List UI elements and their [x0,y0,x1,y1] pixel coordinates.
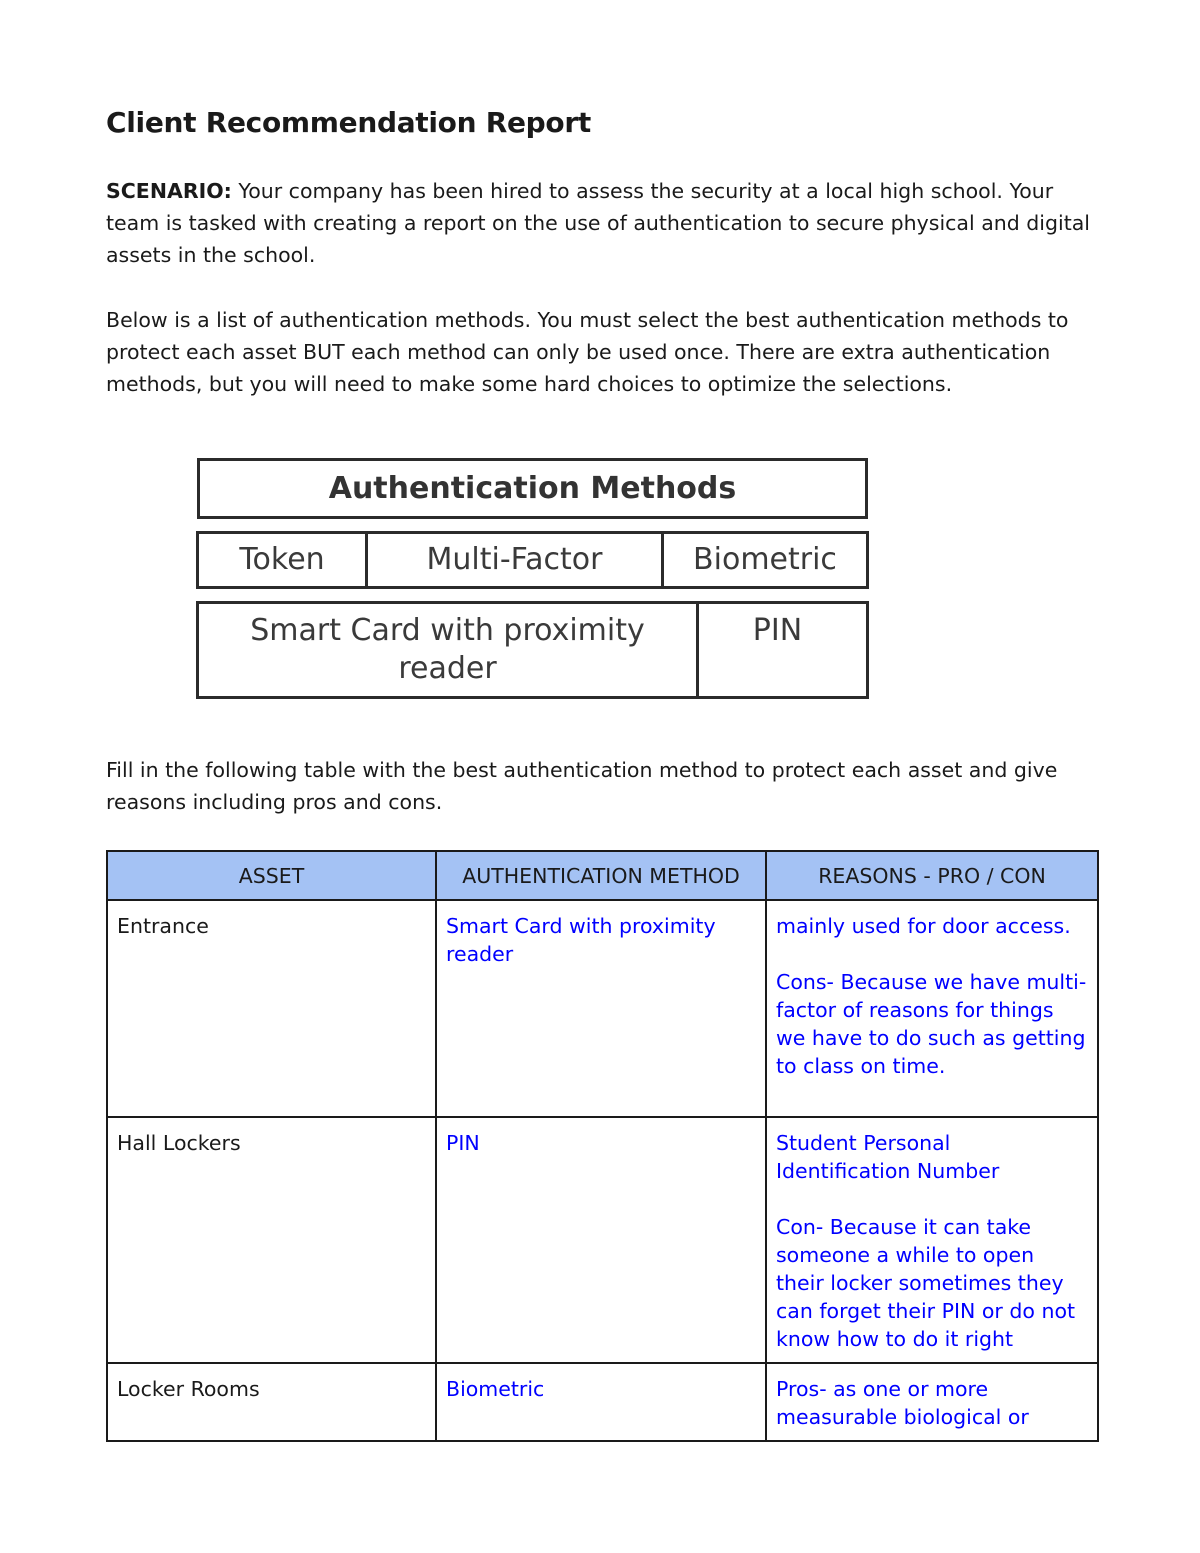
asset-cell[interactable]: Locker Rooms [107,1363,436,1441]
reason-text: Con- Because it can take someone a while to open their locker sometimes they can forget their PIN or do not know how to do it right [776,1215,1076,1351]
method-cell[interactable]: PIN [436,1117,766,1363]
header-reasons: REASONS - PRO / CON [766,851,1098,900]
intro-paragraph: Below is a list of authentication methods. You must select the best authentication methods to protect each asset BUT each method can only be used once. There are extra authentication methods, but you will need to make some hard choices to optimize the selections. [106,308,1069,396]
method-token: Token [239,542,325,577]
scenario-paragraph [106,175,1096,271]
scenario-text: Your company has been hired to assess the security at a local high school. Your team is tasked with creating a report on the use of authentication to secure physical and digital assets in the school. [106,179,1090,267]
asset-cell[interactable]: Entrance [107,900,436,1117]
table-row [107,1117,1098,1363]
methods-heading: Authentication Methods [328,471,737,506]
page-title: Client Recommendation Report [106,106,591,139]
method-pin: PIN [696,604,866,696]
asset-cell[interactable]: Hall Lockers [107,1117,436,1363]
reason-text: Student Personal Identification Number [776,1131,1000,1183]
method-smart-card: Smart Card with proximity reader [250,613,645,686]
header-method: AUTHENTICATION METHOD [436,851,766,900]
table-row [107,1363,1098,1441]
reasons-cell[interactable] [766,900,1098,1117]
method-cell[interactable]: Biometric [436,1363,766,1441]
methods-row-1 [196,531,869,589]
reason-text: Pros- as one or more measurable biological or [776,1377,1029,1429]
reason-text: Cons- Because we have multi-factor of reasons for things we have to do such as getting to class on time. [776,970,1087,1078]
instruction-paragraph: Fill in the following table with the best authentication method to protect each asset and give reasons including pros and cons. [106,758,1058,814]
reasons-cell[interactable] [766,1117,1098,1363]
assets-table [106,850,1099,1442]
reason-text: mainly used for door access. [776,914,1071,938]
method-cell[interactable]: Smart Card with proximity reader [436,900,766,1117]
table-header-row [107,851,1098,900]
reasons-cell[interactable] [766,1363,1098,1441]
header-asset: ASSET [107,851,436,900]
table-row [107,900,1098,1117]
scenario-label: SCENARIO: [106,179,232,203]
methods-row-2 [196,601,869,699]
method-biometric: Biometric [661,534,866,586]
method-multi-factor: Multi-Factor [365,534,661,586]
methods-heading-box [197,458,868,519]
